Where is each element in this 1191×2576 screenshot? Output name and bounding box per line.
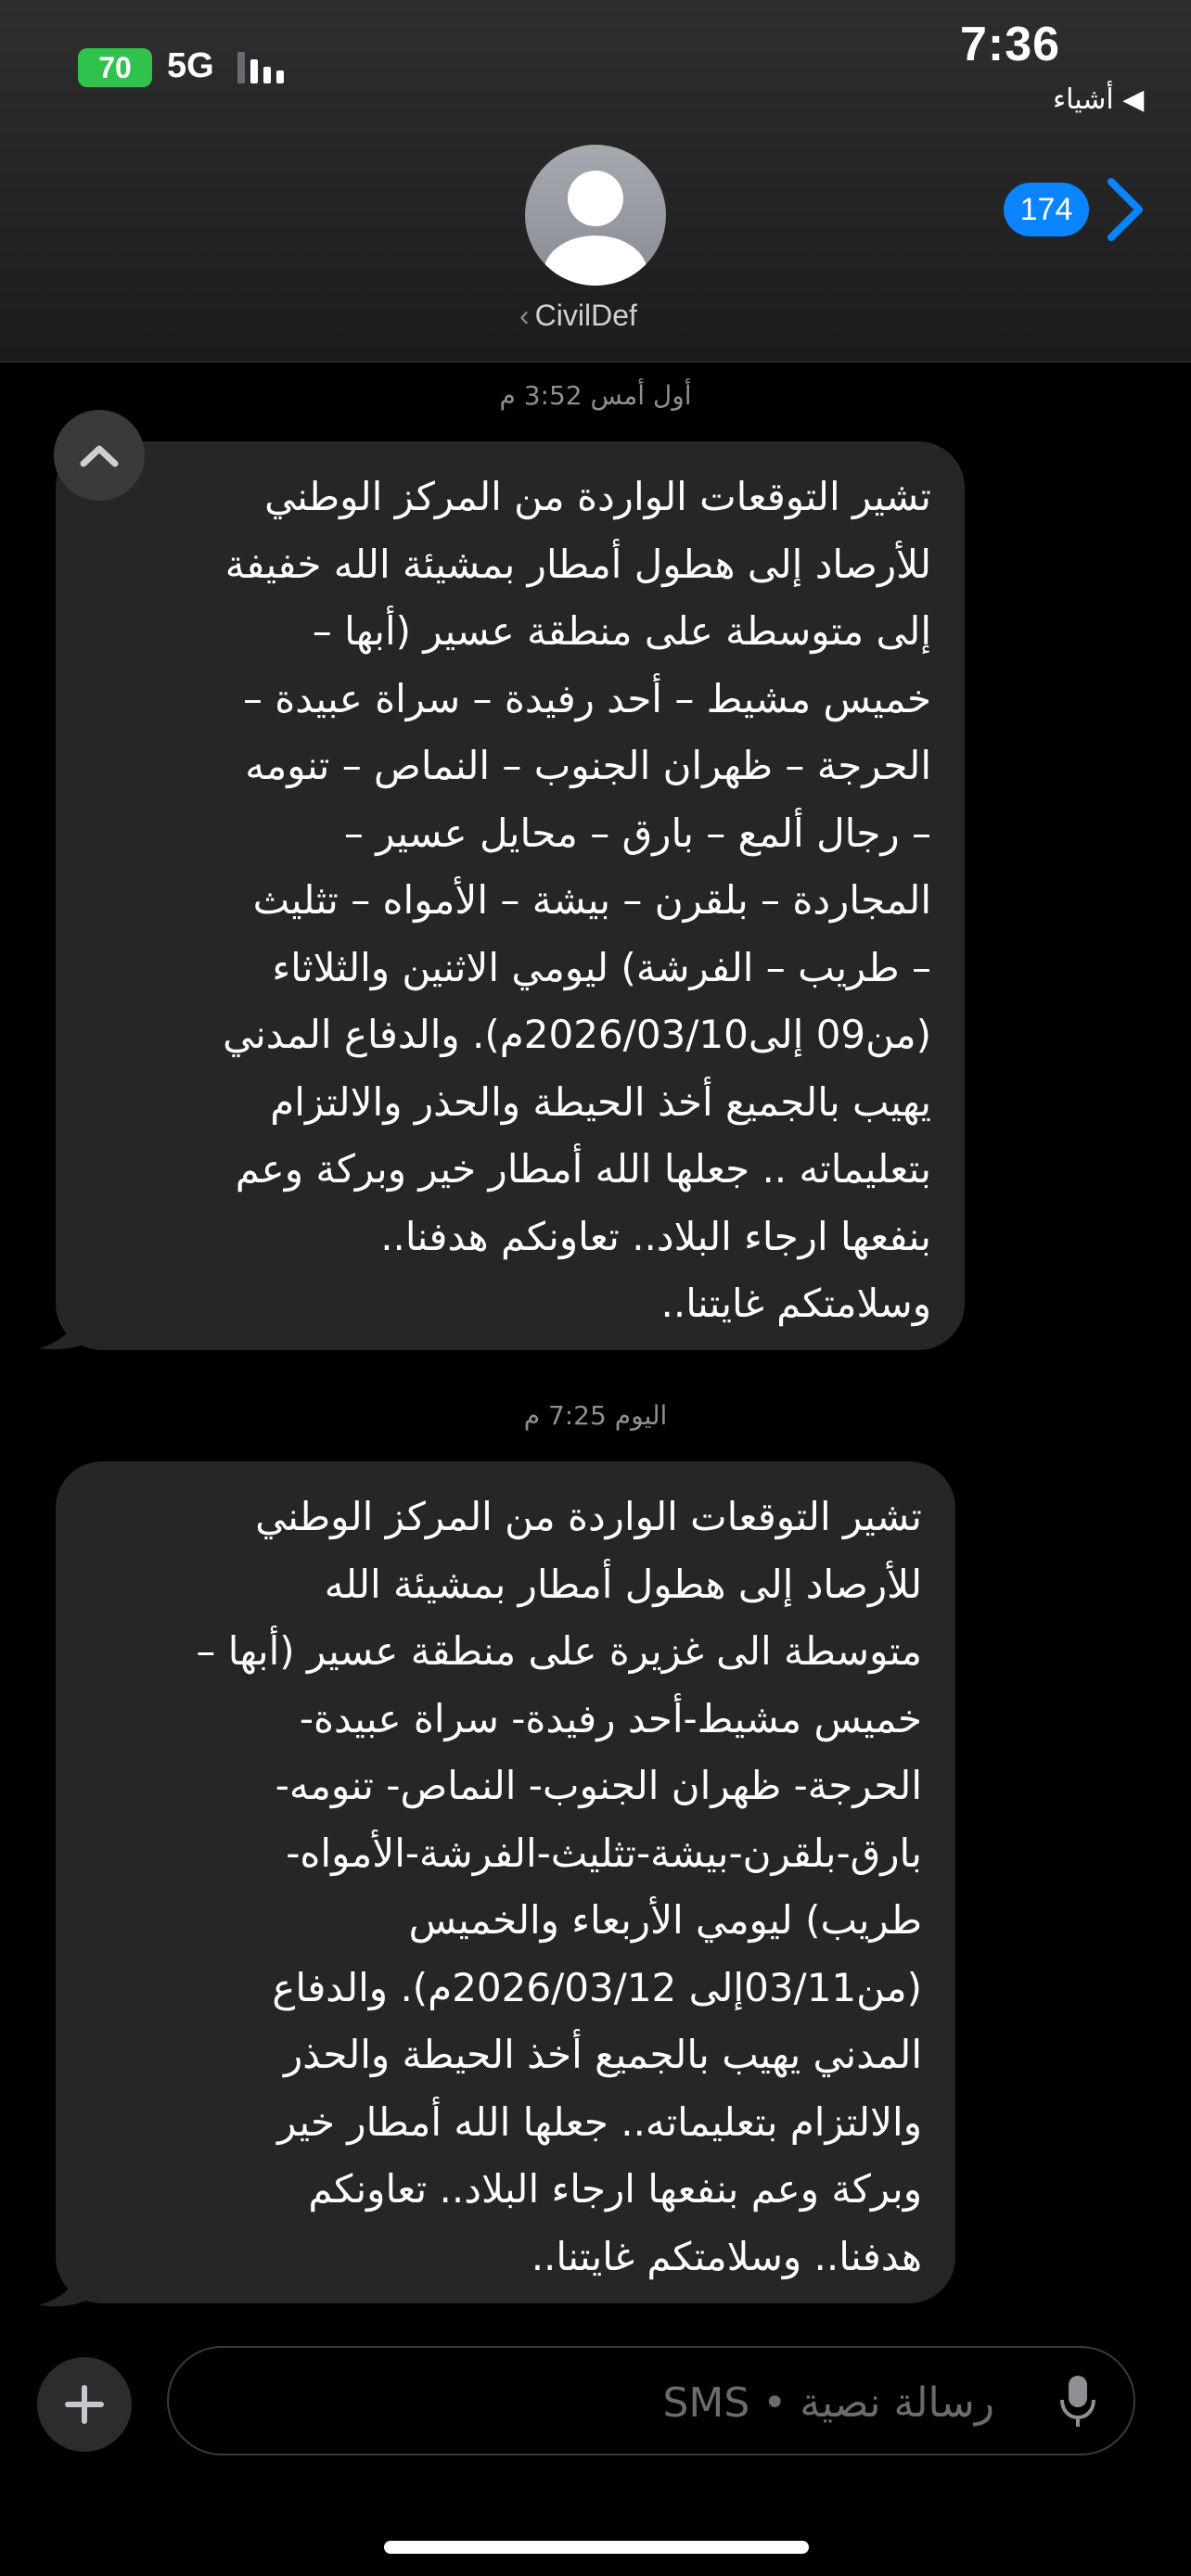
battery-indicator: 70 <box>78 48 152 87</box>
contact-avatar[interactable] <box>525 145 666 286</box>
message-bubble[interactable] <box>56 1461 955 2303</box>
message-line: المجاردة – بلقرن – بيشة – الأمواه – تثليث <box>252 877 931 923</box>
message-line: بنفعها ارجاء البلاد.. تعاونكم هدفنا.. <box>380 1213 931 1259</box>
message-timestamp: أول أمس 3:52 م <box>499 380 692 411</box>
unread-count-badge[interactable]: 174 <box>1004 183 1089 236</box>
message-line: خميس مشيط-أحد رفيدة- سراة عبيدة- <box>299 1695 922 1741</box>
message-line: بتعليماته .. جعلها الله أمطار خير وبركة وعم <box>235 1146 931 1192</box>
status-time: 7:36 <box>960 18 1061 71</box>
message-line: – رجال ألمع – بارق – محايل عسير – <box>343 810 931 856</box>
message-line: الحرجة – ظهران الجنوب – النماص – تنومه <box>245 743 931 788</box>
message-line: وسلامتكم غايتنا.. <box>660 1281 931 1326</box>
message-timestamp: اليوم 7:25 م <box>523 1400 668 1431</box>
message-line: وبركة وعم بنفعها ارجاء البلاد.. تعاونكم <box>308 2166 922 2212</box>
message-line: للأرصاد إلى هطول أمطار بمشيئة الله <box>324 1561 922 1607</box>
message-bubble[interactable] <box>56 441 965 1350</box>
chevron-left-icon: ‹ <box>519 299 530 332</box>
message-line: خميس مشيط – أحد رفيدة – سراة عبيدة – <box>242 675 931 721</box>
message-line: هدفنا.. وسلامتكم غايتنا.. <box>531 2233 922 2279</box>
message-line: إلى متوسطة على منطقة عسير (أبها – <box>312 608 931 654</box>
message-line: تشير التوقعات الواردة من المركز الوطني <box>264 474 931 519</box>
message-line: – طريب – الفرشة) ليومي الاثنين والثلاثاء <box>272 944 931 990</box>
message-line: (من09 إلى2026/03/10م). والدفاع المدني <box>223 1012 931 1057</box>
contact-name[interactable] <box>519 299 637 333</box>
message-line: طريب) ليومي الأربعاء والخميس <box>408 1897 922 1943</box>
collapse-button[interactable] <box>54 410 145 501</box>
chevron-right-icon[interactable] <box>1104 176 1146 243</box>
message-input[interactable] <box>167 2346 1135 2455</box>
message-line[interactable]: (من03/11إلى 2026/03/12م). والدفاع <box>272 1964 922 2010</box>
message-line: متوسطة الى غزيرة على منطقة عسير (أبها – <box>196 1628 922 1674</box>
message-line: المدني يهيب بالجميع أخذ الحيطة والحذر <box>284 2032 922 2077</box>
message-line: والالتزام بتعليماته.. جعلها الله أمطار خير <box>277 2098 922 2145</box>
plus-icon <box>64 2384 105 2425</box>
message-line: تشير التوقعات الواردة من المركز الوطني <box>255 1494 922 1539</box>
contact-name-label: CivilDef <box>534 299 637 332</box>
back-to-app-link[interactable]: ◀ أشياء <box>1053 83 1145 116</box>
message-line: للأرصاد إلى هطول أمطار بمشيئة الله خفيفة <box>224 541 931 587</box>
conversation-header <box>0 0 1191 363</box>
network-type: 5G <box>167 46 214 85</box>
message-input-placeholder: رسالة نصية • SMS <box>662 2379 994 2427</box>
home-indicator[interactable] <box>384 2541 809 2554</box>
person-icon <box>525 145 666 286</box>
signal-icon <box>237 50 293 83</box>
message-line: الحرجة- ظهران الجنوب- النماص- تنومه- <box>275 1763 922 1808</box>
chevron-up-icon <box>78 441 121 469</box>
message-line: بارق-بلقرن-بيشة-تثليث-الفرشة-الأمواه- <box>286 1830 922 1876</box>
microphone-icon[interactable] <box>1059 2374 1096 2429</box>
add-attachment-button[interactable] <box>37 2357 132 2452</box>
message-line: يهيب بالجميع أخذ الحيطة والحذر والالتزام <box>270 1078 931 1125</box>
